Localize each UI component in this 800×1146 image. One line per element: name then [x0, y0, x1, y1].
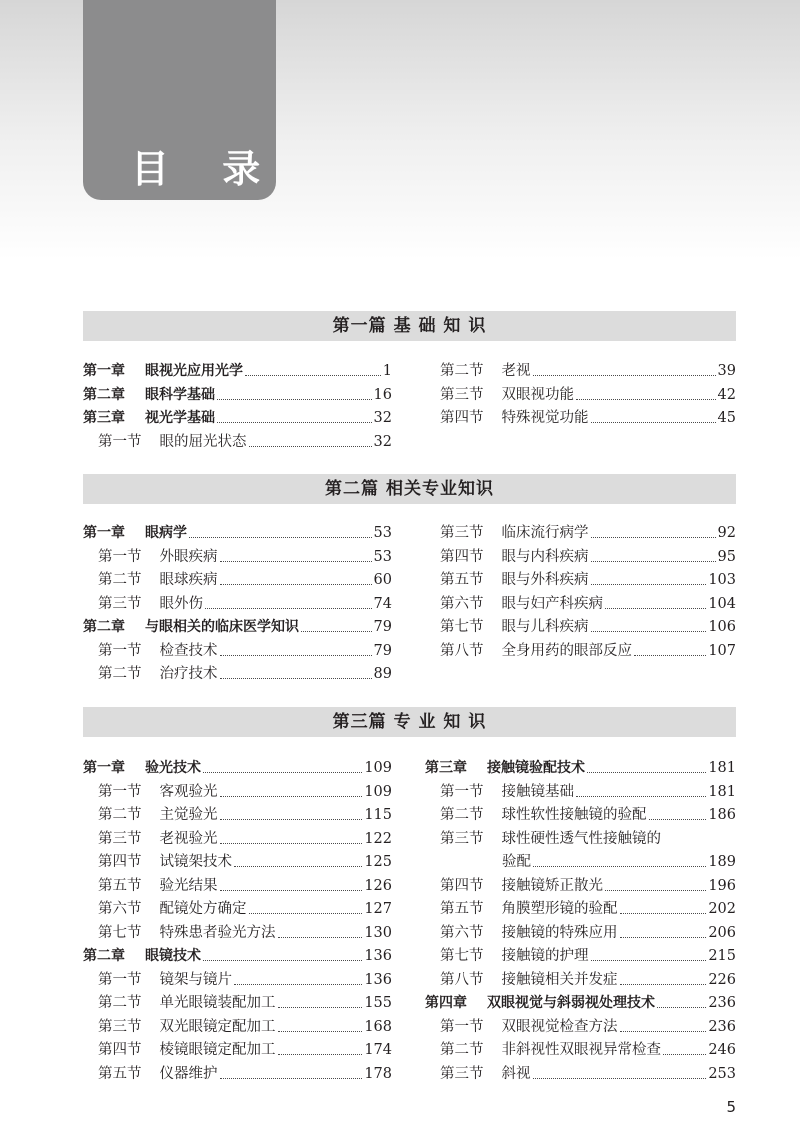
toc-entry-label: 第二节 [98, 807, 142, 823]
toc-entry-label: 第四节 [98, 1042, 142, 1058]
dot-leader [663, 1054, 706, 1055]
toc-entry-label: 第二章 [83, 948, 125, 964]
toc-entry-title: 临床流行病学 [501, 525, 589, 541]
toc-chapter-entry[interactable] [83, 617, 392, 637]
toc-entry-title: 外眼疾病 [159, 548, 218, 565]
dot-leader [234, 984, 362, 985]
toc-section-entry[interactable] [98, 1064, 392, 1084]
toc-entry-title: 接触镜矫正散光 [501, 877, 603, 894]
toc-entry-title: 接触镜的护理 [501, 948, 589, 964]
dot-leader [533, 1078, 707, 1079]
toc-section-entry[interactable] [440, 617, 736, 637]
toc-entry-page: 109 [364, 760, 392, 776]
toc-entry-page: 181 [708, 783, 736, 800]
toc-entry-page: 79 [373, 619, 392, 635]
toc-section-entry[interactable] [440, 829, 736, 849]
toc-entry-label: 第八节 [440, 971, 484, 988]
dot-leader [220, 890, 363, 891]
section-header: 第三篇 专 业 知 识 [83, 707, 736, 737]
toc-entry-page: 109 [364, 783, 392, 800]
toc-chapter-entry[interactable] [425, 758, 736, 778]
toc-entry-title: 球性硬性透气性接触镜的 [501, 830, 661, 847]
dot-leader [634, 655, 706, 656]
toc-entry-page: 74 [373, 595, 392, 612]
toc-entry-label: 第四章 [425, 995, 467, 1011]
toc-entry-label: 第三节 [98, 595, 142, 612]
toc-entry-label: 第三章 [83, 410, 125, 426]
dot-leader [620, 937, 707, 938]
toc-entry-title: 治疗技术 [159, 666, 218, 682]
dot-leader [620, 913, 707, 914]
toc-section-entry[interactable] [98, 664, 392, 684]
toc-entry-label: 第三节 [98, 1018, 142, 1035]
toc-entry-title: 接触镜验配技术 [487, 760, 585, 776]
toc-section-entry[interactable] [440, 1017, 736, 1037]
dot-leader [605, 608, 706, 609]
dot-leader [220, 678, 372, 679]
dot-leader [576, 796, 706, 797]
toc-entry-page: 92 [717, 525, 736, 541]
toc-entry-title: 棱镜眼镜定配加工 [159, 1042, 276, 1058]
toc-section-entry[interactable] [98, 641, 392, 661]
toc-entry-title: 非斜视性双眼视异常检查 [501, 1042, 661, 1058]
toc-entry-page: 253 [708, 1065, 736, 1082]
toc-section-entry[interactable] [440, 1064, 736, 1084]
toc-entry-label: 第七节 [440, 619, 484, 635]
toc-entry-title: 眼球疾病 [159, 572, 218, 588]
toc-entry-title: 眼与妇产科疾病 [501, 595, 603, 612]
toc-entry-label: 第三章 [425, 760, 467, 776]
toc-entry-label: 第一章 [83, 760, 125, 776]
toc-entry-page: 126 [364, 877, 392, 894]
dot-leader [657, 1007, 706, 1008]
dot-leader [220, 843, 363, 844]
toc-entry-page: 32 [373, 410, 392, 426]
section-header: 第二篇 相关专业知识 [83, 474, 736, 504]
toc-entry-label: 第一节 [98, 433, 142, 450]
toc-section-entry[interactable] [98, 899, 392, 919]
toc-entry-page: 215 [708, 948, 736, 964]
toc-section-entry[interactable] [98, 432, 392, 452]
toc-entry-page: 174 [364, 1042, 392, 1058]
toc-entry-page: 155 [364, 995, 392, 1011]
toc-entry-title: 与眼相关的临床医学知识 [145, 619, 299, 635]
toc-entry-page: 130 [364, 924, 392, 941]
toc-entry-label: 第七节 [98, 924, 142, 941]
dot-leader [234, 866, 362, 867]
toc-section-entry[interactable] [98, 570, 392, 590]
toc-entry-title: 眼与儿科疾病 [501, 619, 589, 635]
toc-entry-page: 45 [717, 410, 736, 426]
toc-entry-page: 202 [708, 901, 736, 917]
toc-entry-title: 眼病学 [145, 525, 187, 541]
toc-entry-label: 第三节 [440, 830, 484, 847]
toc-entry-page: 246 [708, 1042, 736, 1058]
toc-entry-title: 双眼视觉检查方法 [501, 1018, 618, 1035]
toc-entry-page: 125 [364, 854, 392, 870]
toc-entry-label: 第六节 [440, 595, 484, 612]
toc-entry-title: 接触镜的特殊应用 [501, 924, 618, 941]
dot-leader [245, 375, 381, 376]
dot-leader [587, 772, 706, 773]
toc-entry-label: 第四节 [440, 548, 484, 565]
dot-leader [591, 537, 716, 538]
dot-leader [605, 890, 706, 891]
dot-leader [591, 422, 716, 423]
toc-section-entry[interactable] [440, 1040, 736, 1060]
toc-section-entry[interactable] [440, 361, 736, 381]
toc-entry-label: 第二节 [98, 995, 142, 1011]
dot-leader [278, 1007, 363, 1008]
toc-entry-page: 16 [373, 386, 392, 403]
dot-leader [533, 375, 716, 376]
toc-entry-label: 第六节 [98, 901, 142, 917]
toc-entry-page: 107 [708, 642, 736, 659]
toc-entry-label: 第三节 [98, 830, 142, 847]
toc-section-entry[interactable] [440, 852, 736, 872]
toc-section-entry[interactable] [440, 970, 736, 990]
toc-entry-page: 168 [364, 1018, 392, 1035]
dot-leader [649, 819, 707, 820]
page-number: 5 [726, 1098, 736, 1116]
toc-entry-page: 103 [708, 572, 736, 588]
toc-section-entry[interactable] [98, 876, 392, 896]
dot-leader [620, 984, 707, 985]
toc-chapter-entry[interactable] [83, 361, 392, 381]
dot-leader [591, 960, 707, 961]
toc-entry-title: 双眼视觉与斜弱视处理技术 [487, 995, 655, 1011]
toc-entry-title: 全身用药的眼部反应 [501, 642, 632, 659]
toc-entry-title: 试镜架技术 [159, 854, 232, 870]
toc-section-entry[interactable] [440, 805, 736, 825]
toc-entry-label: 第五节 [98, 1065, 142, 1082]
toc-entry-title: 眼与外科疾病 [501, 572, 589, 588]
toc-entry-title: 特殊视觉功能 [501, 410, 589, 426]
toc-entry-title: 球性软性接触镜的验配 [501, 807, 647, 823]
dot-leader [591, 631, 707, 632]
toc-entry-title: 仪器维护 [159, 1065, 218, 1082]
toc-entry-label: 第三节 [440, 386, 484, 403]
dot-leader [203, 960, 362, 961]
toc-entry-page: 196 [708, 877, 736, 894]
toc-chapter-entry[interactable] [83, 946, 392, 966]
toc-entry-title: 眼科学基础 [145, 386, 215, 403]
dot-leader [301, 631, 372, 632]
toc-entry-page: 104 [708, 595, 736, 612]
toc-section-entry[interactable] [440, 782, 736, 802]
toc-entry-label: 第六节 [440, 924, 484, 941]
toc-entry-page: 136 [364, 971, 392, 988]
toc-entry-title: 眼与内科疾病 [501, 548, 589, 565]
toc-entry-title: 配镜处方确定 [159, 901, 247, 917]
dot-leader [533, 866, 706, 867]
toc-entry-page: 79 [373, 642, 392, 659]
toc-section-entry[interactable] [440, 570, 736, 590]
toc-chapter-entry[interactable] [83, 385, 392, 405]
toc-section-entry[interactable] [98, 1017, 392, 1037]
dot-leader [220, 584, 372, 585]
toc-section-entry[interactable] [440, 594, 736, 614]
toc-entry-label: 第五节 [98, 877, 142, 894]
dot-leader [217, 422, 372, 423]
toc-section-entry[interactable] [440, 946, 736, 966]
toc-entry-page: 236 [708, 995, 736, 1011]
toc-entry-page: 178 [364, 1065, 392, 1082]
toc-entry-label: 第五节 [440, 572, 484, 588]
toc-section-entry[interactable] [98, 923, 392, 943]
toc-chapter-entry[interactable] [83, 523, 392, 543]
toc-entry-page: 53 [373, 548, 392, 565]
toc-entry-title: 视光学基础 [145, 410, 215, 426]
toc-chapter-entry[interactable] [83, 758, 392, 778]
toc-entry-title: 单光眼镜装配加工 [159, 995, 276, 1011]
toc-section-entry[interactable] [440, 899, 736, 919]
dot-leader [189, 537, 372, 538]
dot-leader [205, 608, 372, 609]
toc-section-entry[interactable] [98, 1040, 392, 1060]
dot-leader [278, 937, 363, 938]
toc-entry-label: 第一节 [98, 783, 142, 800]
toc-entry-page: 32 [373, 433, 392, 450]
dot-leader [220, 1078, 363, 1079]
dot-leader [278, 1054, 363, 1055]
dot-leader [591, 561, 716, 562]
dot-leader [591, 584, 707, 585]
toc-entry-label: 第二节 [98, 572, 142, 588]
toc-section-entry[interactable] [98, 993, 392, 1013]
toc-entry-page: 181 [708, 760, 736, 776]
dot-leader [220, 655, 372, 656]
toc-section-entry[interactable] [440, 523, 736, 543]
dot-leader [220, 796, 363, 797]
dot-leader [220, 819, 363, 820]
toc-entry-label: 第二章 [83, 386, 125, 403]
toc-section-entry[interactable] [440, 876, 736, 896]
toc-entry-page: 122 [364, 830, 392, 847]
section-header: 第一篇 基 础 知 识 [83, 311, 736, 341]
toc-entry-page: 236 [708, 1018, 736, 1035]
dot-leader [249, 913, 363, 914]
page-title: 目 录 [131, 147, 281, 191]
toc-entry-page: 60 [373, 572, 392, 588]
toc-section-entry[interactable] [440, 641, 736, 661]
dot-leader [249, 446, 372, 447]
toc-chapter-entry[interactable] [83, 408, 392, 428]
toc-entry-title: 眼的屈光状态 [159, 433, 247, 450]
toc-entry-page: 89 [373, 666, 392, 682]
toc-entry-title: 双光眼镜定配加工 [159, 1018, 276, 1035]
toc-entry-title: 眼镜技术 [145, 948, 201, 964]
toc-entry-page: 106 [708, 619, 736, 635]
toc-entry-title: 斜视 [501, 1065, 531, 1082]
toc-section-entry[interactable] [98, 970, 392, 990]
toc-entry-label: 第二节 [440, 807, 484, 823]
toc-entry-page: 206 [708, 924, 736, 941]
toc-entry-label: 第一节 [98, 971, 142, 988]
toc-entry-title: 接触镜相关并发症 [501, 971, 618, 988]
toc-section-entry[interactable] [98, 805, 392, 825]
toc-section-entry[interactable] [98, 594, 392, 614]
toc-entry-page: 136 [364, 948, 392, 964]
toc-entry-title: 主觉验光 [159, 807, 218, 823]
dot-leader [620, 1031, 707, 1032]
toc-entry-label: 第二节 [440, 1042, 484, 1058]
toc-entry-title: 双眼视功能 [501, 386, 574, 403]
toc-entry-title: 验光技术 [145, 760, 201, 776]
toc-section-entry[interactable] [98, 829, 392, 849]
toc-section-entry[interactable] [98, 852, 392, 872]
toc-entry-label: 第三节 [440, 525, 484, 541]
toc-section-entry[interactable] [440, 923, 736, 943]
toc-entry-title: 眼视光应用光学 [145, 363, 243, 379]
dot-leader [203, 772, 362, 773]
dot-leader [278, 1031, 363, 1032]
toc-entry-title: 镜架与镜片 [159, 971, 232, 988]
toc-entry-page: 39 [717, 363, 736, 379]
toc-section-entry[interactable] [440, 547, 736, 567]
toc-entry-label: 第一节 [98, 642, 142, 659]
toc-entry-label: 第一章 [83, 525, 125, 541]
toc-entry-page: 95 [717, 548, 736, 565]
toc-section-entry[interactable] [440, 408, 736, 428]
toc-entry-label: 第四节 [98, 854, 142, 870]
toc-entry-label: 第五节 [440, 901, 484, 917]
toc-entry-page: 115 [364, 807, 392, 823]
toc-entry-label: 第一章 [83, 363, 125, 379]
toc-entry-title: 角膜塑形镜的验配 [501, 901, 618, 917]
toc-entry-page: 226 [708, 971, 736, 988]
toc-entry-label: 第四节 [440, 410, 484, 426]
toc-entry-title: 验光结果 [159, 877, 218, 894]
toc-section-entry[interactable] [98, 782, 392, 802]
toc-entry-title: 验配 [502, 854, 531, 870]
dot-leader [220, 561, 372, 562]
toc-section-entry[interactable] [440, 385, 736, 405]
toc-entry-title: 老视验光 [159, 830, 218, 847]
toc-entry-page: 186 [708, 807, 736, 823]
toc-entry-title: 客观验光 [159, 783, 218, 800]
toc-entry-page: 127 [364, 901, 392, 917]
toc-entry-page: 1 [382, 363, 392, 379]
toc-entry-title: 眼外伤 [159, 595, 203, 612]
toc-entry-label: 第四节 [440, 877, 484, 894]
toc-entry-title: 特殊患者验光方法 [159, 924, 276, 941]
dot-leader [576, 399, 716, 400]
toc-entry-title: 检查技术 [159, 642, 218, 659]
toc-entry-label: 第二节 [98, 666, 142, 682]
toc-entry-label: 第七节 [440, 948, 484, 964]
dot-leader [217, 399, 372, 400]
toc-chapter-entry[interactable] [425, 993, 736, 1013]
toc-entry-label: 第二章 [83, 619, 125, 635]
toc-entry-label: 第一节 [98, 548, 142, 565]
toc-entry-label: 第三节 [440, 1065, 484, 1082]
toc-entry-label: 第一节 [440, 783, 484, 800]
toc-section-entry[interactable] [98, 547, 392, 567]
toc-entry-page: 189 [708, 854, 736, 870]
toc-entry-label: 第八节 [440, 642, 484, 659]
toc-entry-page: 53 [373, 525, 392, 541]
toc-entry-label: 第一节 [440, 1018, 484, 1035]
toc-entry-page: 42 [717, 386, 736, 403]
toc-entry-label: 第二节 [440, 363, 484, 379]
toc-entry-title: 接触镜基础 [501, 783, 574, 800]
toc-entry-title: 老视 [501, 363, 531, 379]
